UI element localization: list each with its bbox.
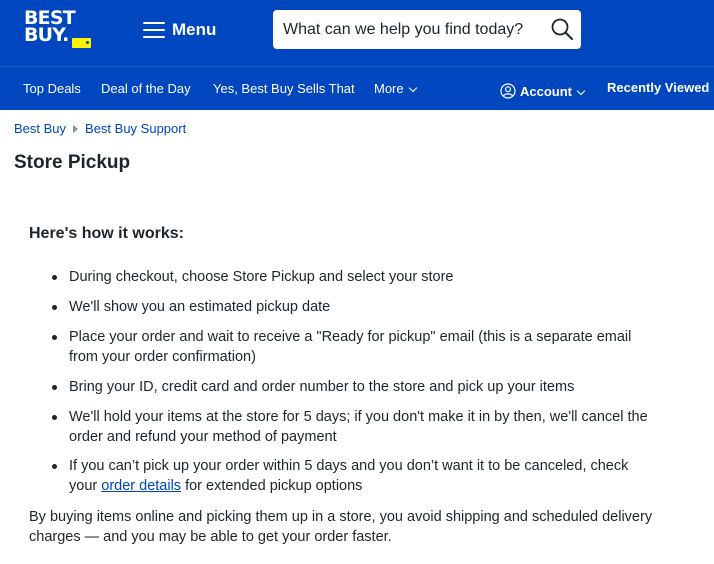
breadcrumb-best-buy-support[interactable]: Best Buy Support <box>85 121 187 136</box>
list-item: Bring your ID, credit card and order number to the store and pick up your items <box>29 377 649 397</box>
nav-top-deals[interactable]: Top Deals <box>23 81 81 96</box>
pickup-window-text: If you can’t pick up your order within 5 days and you don’t want it to be canceled, check your <box>69 458 629 494</box>
recently-viewed-button[interactable]: Recently Viewed <box>607 80 710 95</box>
top-header <box>0 0 714 66</box>
nav-yes-best-buy-sells-that[interactable]: Yes, Best Buy Sells That <box>213 81 355 96</box>
search-box <box>273 10 581 49</box>
secondary-nav <box>0 66 714 110</box>
list-item: We'll hold your items at the store for 5 days; if you don't make it in by then, we'll cancel the order and refund your method of payment <box>29 407 649 447</box>
page-title: Store Pickup <box>14 152 131 173</box>
menu-button[interactable] <box>143 16 216 44</box>
list-item <box>29 456 649 496</box>
how-it-works-heading: Here's how it works: <box>29 225 184 242</box>
breadcrumb <box>14 121 186 136</box>
account-label: Account <box>520 84 572 99</box>
list-item: During checkout, choose Store Pickup and select your store <box>29 267 649 287</box>
logo-tag-icon <box>72 38 91 48</box>
hamburger-icon <box>143 21 165 39</box>
logo-line-2: BUY. <box>24 24 69 46</box>
nav-more-label: More <box>374 81 404 96</box>
search-icon[interactable] <box>550 17 574 41</box>
nav-more[interactable] <box>374 81 416 96</box>
steps-list <box>29 267 649 496</box>
breadcrumb-best-buy[interactable]: Best Buy <box>14 121 67 136</box>
order-details-link[interactable]: order details <box>101 478 182 494</box>
nav-deal-of-the-day[interactable]: Deal of the Day <box>101 81 191 96</box>
chevron-down-icon <box>408 84 416 92</box>
account-button[interactable] <box>500 80 584 99</box>
breadcrumb-caret-icon <box>73 125 78 133</box>
chevron-down-icon <box>577 87 585 95</box>
menu-label: Menu <box>172 20 217 39</box>
user-icon <box>500 83 516 99</box>
search-input[interactable] <box>283 10 539 49</box>
logo-line-1: BEST <box>24 7 75 29</box>
best-buy-logo[interactable] <box>24 7 94 52</box>
list-item: Place your order and wait to receive a "Ready for pickup" email (this is a separate email from your order confirmation) <box>29 327 649 367</box>
list-item: We'll show you an estimated pickup date <box>29 297 649 317</box>
extended-pickup-text: for extended pickup options <box>181 478 363 494</box>
summary-paragraph: By buying items online and picking them up in a store, you avoid shipping and scheduled delivery charges — and you may be able to get your order faster. <box>29 509 653 545</box>
